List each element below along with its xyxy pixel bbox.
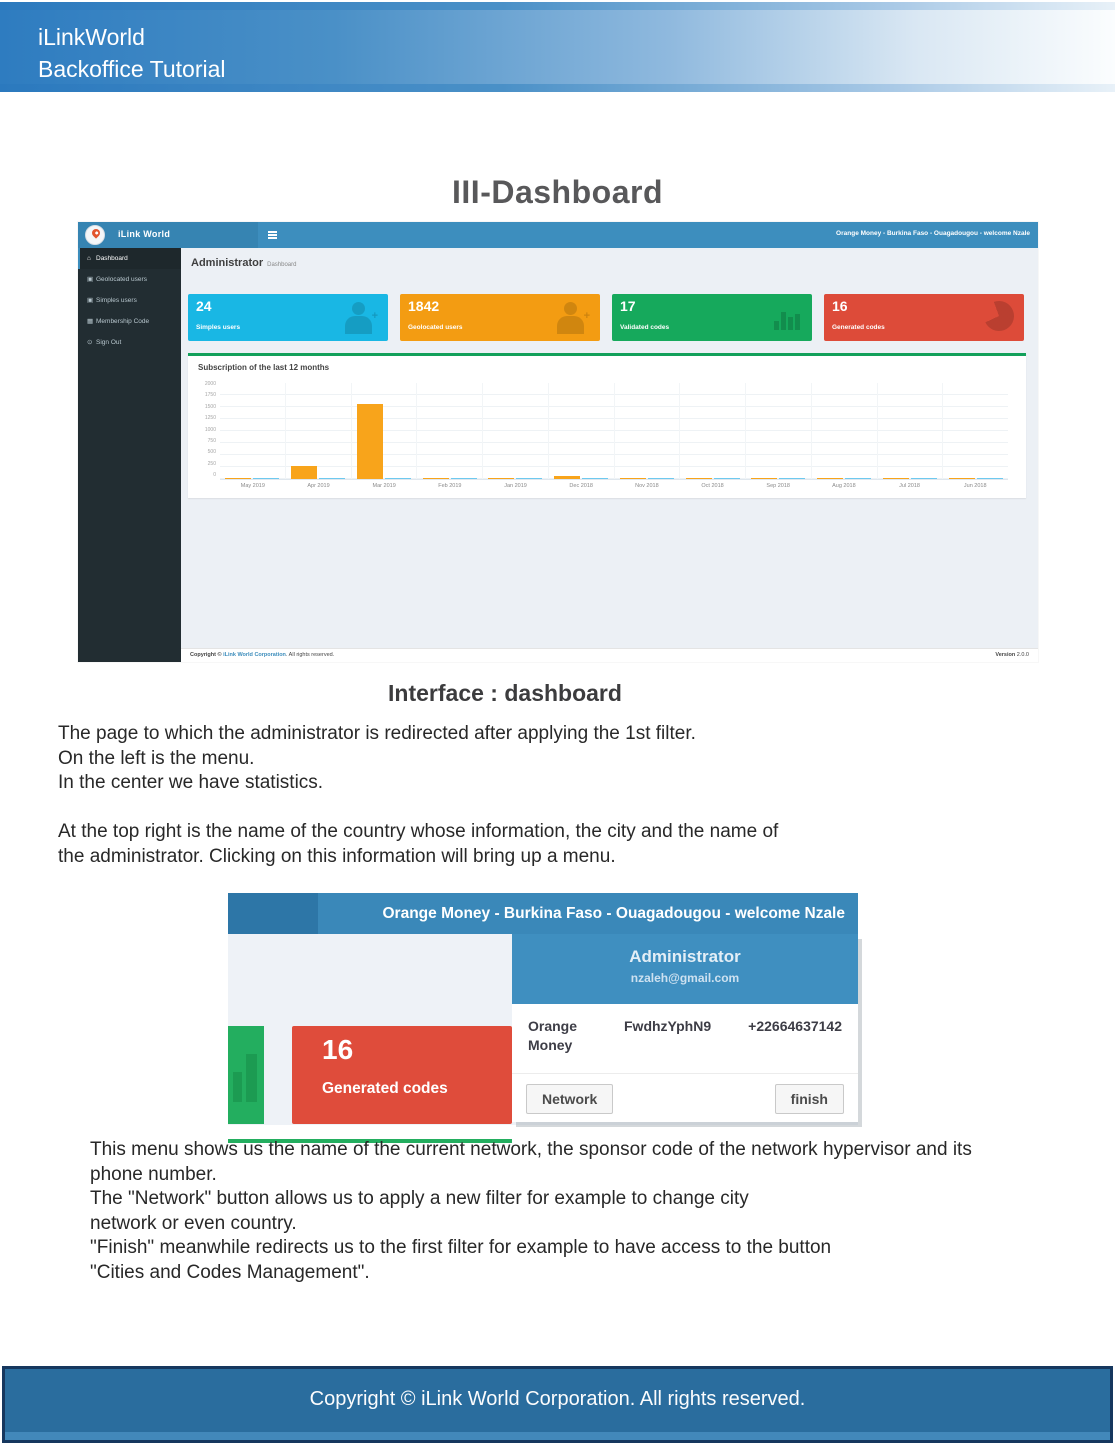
user-dropdown-menu (512, 934, 858, 1122)
bar-group (680, 383, 746, 479)
stat-value: 17 (620, 298, 636, 314)
chart-bar (883, 478, 909, 480)
bar-chart-icon (774, 308, 800, 330)
topbar-user-info[interactable]: Orange Money - Burkina Faso - Ouagadougou - welcome Nzale (836, 230, 1030, 237)
chart-bar (714, 478, 740, 480)
chart-bar (423, 478, 449, 480)
stat-value: 24 (196, 298, 212, 314)
sidebar-item-membership-code[interactable]: ▦ Membership Code (78, 311, 181, 332)
x-tick-label: Aug 2018 (832, 483, 856, 489)
generated-codes-card (292, 1026, 512, 1124)
header-banner (0, 2, 1115, 92)
chart-bar (817, 478, 843, 480)
popup-user-info[interactable]: Orange Money - Burkina Faso - Ouagadougou - welcome Nzale (382, 905, 845, 922)
pie-chart-icon (980, 297, 1018, 335)
x-tick-label: Feb 2019 (438, 483, 462, 489)
dashboard-logo-area[interactable] (78, 222, 258, 248)
y-tick-label: 250 (207, 460, 216, 467)
chart-bar (977, 478, 1003, 480)
paragraph-2 (58, 820, 778, 869)
paragraph-line: "Cities and Codes Management". (90, 1261, 370, 1283)
table-icon: ▦ (87, 318, 94, 325)
bar-group (286, 383, 352, 479)
validated-codes-card-fragment (228, 1026, 264, 1124)
y-tick-label: 1750 (204, 392, 216, 399)
subscription-chart-panel (188, 353, 1026, 498)
x-tick-label: Apr 2019 (307, 483, 330, 489)
paragraph-3 (90, 1138, 972, 1286)
dashboard-topbar (78, 222, 1038, 248)
dashboard-sidebar (78, 248, 181, 662)
chart-x-axis (220, 483, 1008, 489)
stat-card-simples-users (188, 294, 388, 341)
bar-group (220, 383, 286, 479)
chart-title: Subscription of the last 12 months (198, 363, 330, 372)
stat-value: 16 (322, 1034, 354, 1065)
bar-group (943, 383, 1008, 479)
paragraph-line: The page to which the administrator is redirected after applying the 1st filter. (58, 723, 696, 744)
phone-number: +22664637142 (748, 1018, 842, 1034)
heading-title: Administrator (191, 257, 264, 269)
chart-bar (582, 478, 608, 480)
bar-group (483, 383, 549, 479)
chart-plot (220, 383, 1008, 480)
power-icon: ⊙ (87, 339, 93, 346)
y-tick-label: 1250 (204, 415, 216, 422)
paragraph-line: phone number. (90, 1163, 217, 1185)
heading-subtitle: Dashboard (267, 262, 297, 268)
page-footer (2, 1366, 1113, 1443)
y-tick-label: 500 (207, 449, 216, 456)
sidebar-item-dashboard[interactable]: ⌂ Dashboard (78, 248, 181, 269)
bar-chart-icon (233, 1072, 242, 1102)
chart-bar (451, 478, 477, 480)
x-tick-label: Sep 2018 (766, 483, 790, 489)
x-tick-label: Oct 2018 (701, 483, 724, 489)
bar-group (417, 383, 483, 479)
network-button[interactable]: Network (526, 1084, 613, 1114)
x-tick-label: Dec 2018 (569, 483, 593, 489)
chart-bar (488, 478, 514, 480)
chart-bar (648, 478, 674, 480)
x-tick-label: Jan 2019 (504, 483, 527, 489)
bar-group (352, 383, 418, 479)
network-name: Orange Money (528, 1018, 578, 1053)
content-heading (191, 253, 296, 271)
hamburger-menu-icon[interactable] (268, 231, 277, 239)
users-icon: ▣ (87, 276, 94, 283)
chart-bar (516, 478, 542, 480)
paragraph-line: network or even country. (90, 1212, 297, 1234)
page-footer-text: Copyright © iLink World Corporation. All rights reserved. (309, 1388, 806, 1410)
chart-bar (845, 478, 871, 480)
chart-y-axis (194, 383, 216, 479)
paragraph-line: At the top right is the name of the country whose information, the city and the name of (58, 821, 779, 842)
chart-bar (319, 478, 345, 480)
popup-topbar (228, 893, 858, 934)
banner-line1: iLinkWorld (38, 24, 145, 50)
paragraph-1 (58, 722, 696, 796)
section-title: Interface : dashboard (388, 680, 622, 706)
brand-name: iLink World (118, 229, 171, 239)
home-icon: ⌂ (87, 255, 91, 262)
y-tick-label: 0 (213, 472, 216, 478)
bar-group (878, 383, 944, 479)
network-info-row[interactable] (512, 1004, 858, 1073)
chart-bar (686, 478, 712, 480)
x-tick-label: Jun 2018 (963, 483, 987, 489)
sponsor-code: FwdhzYphN9 (624, 1018, 712, 1034)
chart-bar (620, 478, 646, 480)
page-title: III-Dashboard (452, 174, 663, 210)
stat-label: Generated codes (832, 324, 885, 331)
stat-label: Generated codes (322, 1080, 448, 1097)
chart-bar (357, 404, 383, 479)
y-tick-label: 1500 (204, 403, 216, 410)
globe-logo-icon (85, 225, 105, 245)
stat-card-generated-codes (824, 294, 1024, 341)
dashboard-content (181, 248, 1038, 648)
stat-label: Validated codes (620, 324, 670, 331)
user-plus-icon: + (556, 302, 590, 336)
popup-topbar-left (228, 893, 318, 934)
finish-button[interactable]: finish (775, 1084, 844, 1114)
x-tick-label: Jul 2018 (899, 483, 920, 489)
banner-line2: Backoffice Tutorial (38, 56, 226, 82)
stat-card-geolocated-users (400, 294, 600, 341)
dashboard-footer (181, 648, 1038, 662)
dropdown-title: Administrator (629, 947, 741, 966)
x-tick-label: Mar 2019 (372, 483, 396, 489)
stat-value: 1842 (408, 298, 440, 314)
y-tick-label: 2000 (204, 381, 216, 387)
chart-bar (949, 478, 975, 480)
dashboard-copyright: Copyright © iLink World Corporation. All rights reserved. (190, 652, 335, 658)
stat-label: Geolocated users (408, 324, 463, 331)
chart-bar (751, 478, 777, 480)
page-footer-strip (5, 1432, 1110, 1440)
dashboard-screenshot (78, 222, 1038, 662)
paragraph-line: On the left is the menu. (58, 747, 255, 769)
chart-bar (225, 478, 251, 480)
chart-bar (911, 478, 937, 480)
company-link[interactable]: iLink World Corporation (223, 652, 286, 658)
sidebar-item-simples-users[interactable]: ▣ Simples users (78, 290, 181, 311)
y-tick-label: 750 (207, 437, 216, 444)
chart-bar (291, 466, 317, 479)
dropdown-footer (512, 1074, 858, 1122)
chart-bar (253, 478, 279, 480)
bar-group (812, 383, 878, 479)
dashboard-version: Version 2.0.0 (995, 652, 1029, 658)
paragraph-line: This menu shows us the name of the current network, the sponsor code of the network hypervisor and its (90, 1139, 972, 1160)
x-tick-label: Nov 2018 (635, 483, 659, 489)
y-tick-label: 1000 (204, 426, 216, 433)
stat-card-validated-codes (612, 294, 812, 341)
bar-group (549, 383, 615, 479)
paragraph-line: the administrator. Clicking on this information will bring up a menu. (58, 845, 616, 867)
user-menu-screenshot (228, 893, 858, 1140)
dropdown-email: nzaleh@gmail.com (630, 971, 740, 985)
bar-group (746, 383, 812, 479)
stat-value: 16 (832, 298, 848, 314)
x-tick-label: May 2019 (240, 483, 265, 489)
bar-group (615, 383, 681, 479)
stat-label: Simples users (196, 324, 241, 331)
paragraph-line: In the center we have statistics. (58, 772, 324, 794)
paragraph-line: The "Network" button allows us to apply a new filter for example to change city (90, 1188, 749, 1210)
sidebar-item-sign-out[interactable]: ⊙ Sign Out (78, 332, 181, 353)
chart-bar (385, 478, 411, 480)
chart-bar (779, 478, 805, 480)
users-icon: ▣ (87, 297, 94, 304)
chart-bar (554, 476, 580, 479)
sidebar-item-geolocated-users[interactable]: ▣ Geolocated users (78, 269, 181, 290)
user-plus-icon: + (344, 302, 378, 336)
paragraph-line: "Finish" meanwhile redirects us to the first filter for example to have access to the button (90, 1237, 832, 1259)
dropdown-header (512, 934, 858, 1004)
